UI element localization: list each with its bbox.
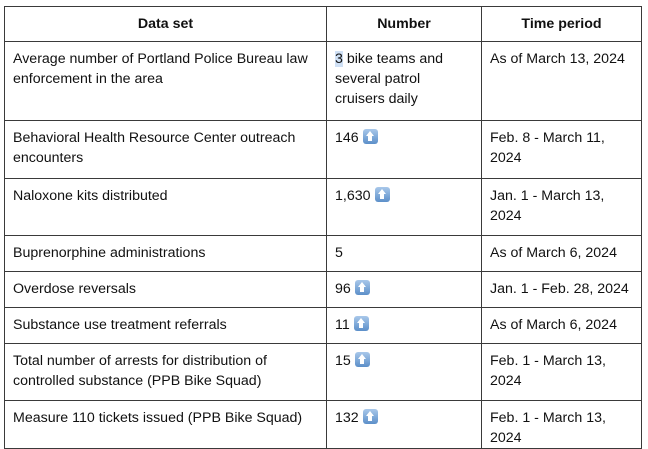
- period-cell: Feb. 8 - March 11, 2024: [482, 121, 642, 179]
- number-text: 132: [335, 410, 359, 426]
- data-table: [4, 6, 642, 449]
- dataset-cell: Total number of arrests for distribution of controlled substance (PPB Bike Squad): [5, 344, 327, 401]
- period-cell: As of March 6, 2024: [482, 236, 642, 272]
- table-row: [5, 42, 642, 121]
- dataset-cell: Average number of Portland Police Bureau law enforcement in the area: [5, 42, 327, 121]
- period-cell: Feb. 1 - March 13, 2024: [482, 344, 642, 401]
- number-text: 5: [335, 245, 343, 261]
- table-row: [5, 272, 642, 308]
- dataset-cell: Buprenorphine administrations: [5, 236, 327, 272]
- table-row: [5, 308, 642, 344]
- period-cell: Jan. 1 - March 13, 2024: [482, 179, 642, 236]
- number-text: 11: [335, 317, 350, 333]
- table-row: [5, 121, 642, 179]
- number-text: 96: [335, 281, 351, 297]
- number-text: bike teams and several patrol cruisers daily: [335, 51, 444, 107]
- period-cell: As of March 6, 2024: [482, 308, 642, 344]
- period-cell: As of March 13, 2024: [482, 42, 642, 121]
- dataset-cell: Measure 110 tickets issued (PPB Bike Squad): [5, 401, 327, 449]
- arrow-up-icon: [375, 187, 390, 202]
- table-row: [5, 401, 642, 449]
- selected-text[interactable]: 3: [335, 51, 343, 67]
- number-cell: [327, 236, 482, 272]
- arrow-up-icon: [355, 280, 370, 295]
- arrow-up-icon: [355, 352, 370, 367]
- number-cell: [327, 308, 482, 344]
- arrow-up-icon: [354, 316, 369, 331]
- number-cell: [327, 42, 482, 121]
- number-cell: [327, 179, 482, 236]
- dataset-cell: Overdose reversals: [5, 272, 327, 308]
- header-row: [5, 7, 642, 42]
- arrow-up-icon: [363, 409, 378, 424]
- number-cell: [327, 121, 482, 179]
- table-row: [5, 344, 642, 401]
- number-text: 146: [335, 130, 359, 146]
- number-text: 15: [335, 353, 351, 369]
- table-row: [5, 179, 642, 236]
- dataset-cell: Substance use treatment referrals: [5, 308, 327, 344]
- dataset-cell: Behavioral Health Resource Center outreach encounters: [5, 121, 327, 179]
- arrow-up-icon: [363, 129, 378, 144]
- number-cell: [327, 401, 482, 449]
- header-number: Number: [327, 7, 482, 42]
- dataset-cell: Naloxone kits distributed: [5, 179, 327, 236]
- number-cell: [327, 344, 482, 401]
- period-cell: Feb. 1 - March 13, 2024: [482, 401, 642, 449]
- table-row: [5, 236, 642, 272]
- period-cell: Jan. 1 - Feb. 28, 2024: [482, 272, 642, 308]
- number-text: 1,630: [335, 188, 371, 204]
- header-time-period: Time period: [482, 7, 642, 42]
- number-cell: [327, 272, 482, 308]
- header-dataset: Data set: [5, 7, 327, 42]
